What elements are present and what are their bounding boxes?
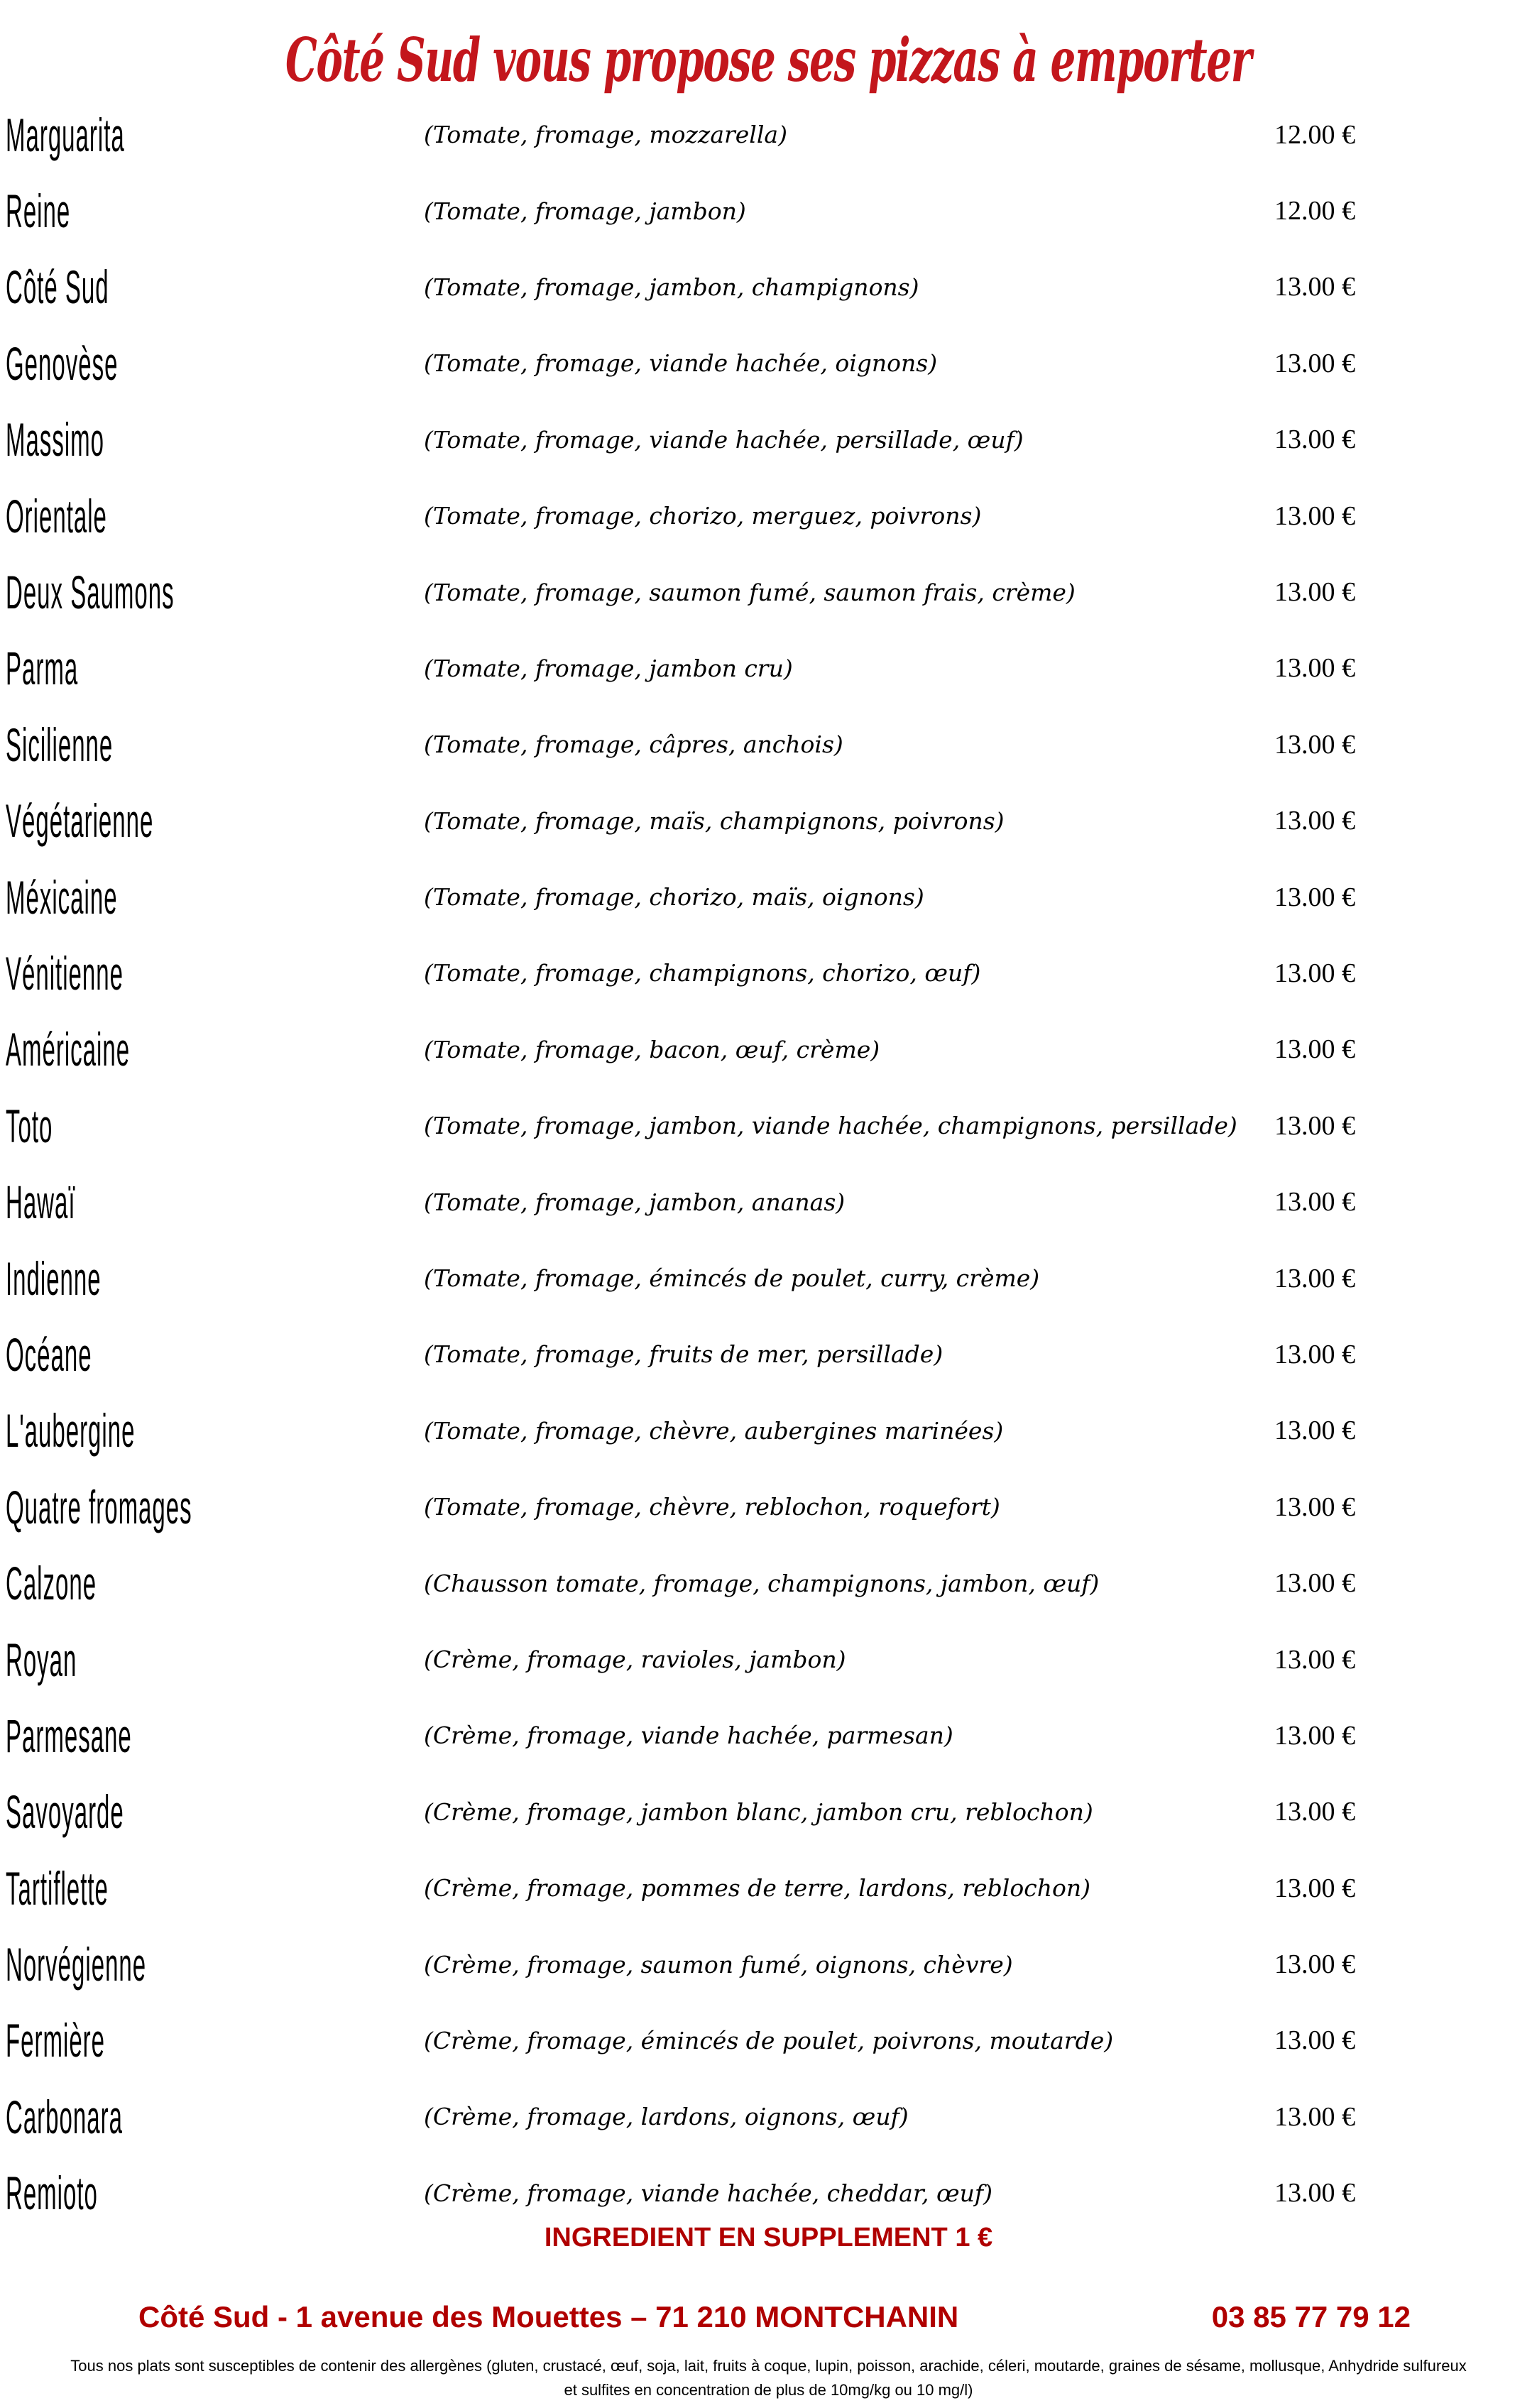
pizza-ingredients: (Tomate, fromage, champignons, chorizo, œuf) <box>424 959 981 987</box>
page-title <box>0 19 1537 101</box>
pizza-ingredients: (Crème, fromage, émincés de poulet, poivrons, moutarde) <box>424 2026 1114 2054</box>
pizza-price: 13.00 € <box>1274 1034 1355 1065</box>
pizza-name: Royan <box>6 1633 77 1686</box>
pizza-price: 13.00 € <box>1274 1339 1355 1369</box>
menu-item-row <box>6 2003 1531 2079</box>
pizza-name: Deux Saumons <box>6 566 175 619</box>
pizza-price: 13.00 € <box>1274 806 1355 836</box>
pizza-ingredients: (Crème, fromage, saumon fumé, oignons, chèvre) <box>424 1950 1013 1979</box>
pizza-ingredients: (Tomate, fromage, maïs, champignons, poivrons) <box>424 806 1005 835</box>
pizza-name: Parmesane <box>6 1709 132 1762</box>
pizza-price: 13.00 € <box>1274 577 1355 608</box>
pizza-ingredients: (Tomate, fromage, viande hachée, persillade, œuf) <box>424 425 1024 454</box>
pizza-price: 13.00 € <box>1274 1263 1355 1293</box>
pizza-price: 13.00 € <box>1274 425 1355 455</box>
menu-item-row <box>6 325 1531 401</box>
menu-item-row <box>6 1774 1531 1850</box>
pizza-price: 13.00 € <box>1274 958 1355 988</box>
pizza-ingredients: (Tomate, fromage, mozzarella) <box>424 121 787 149</box>
pizza-price: 13.00 € <box>1274 500 1355 531</box>
menu-item-row <box>6 1850 1531 1926</box>
pizza-price: 13.00 € <box>1274 2025 1355 2056</box>
pizza-name: Vénitienne <box>6 946 124 1000</box>
menu-item-row <box>6 249 1531 325</box>
pizza-ingredients: (Tomate, fromage, saumon fumé, saumon frais, crème) <box>424 578 1076 606</box>
pizza-price: 13.00 € <box>1274 1949 1355 1980</box>
menu-item-row <box>6 2079 1531 2155</box>
pizza-name: Orientale <box>6 489 107 542</box>
pizza-ingredients: (Tomate, fromage, émincés de poulet, curry, crème) <box>424 1264 1040 1293</box>
menu-item-row <box>6 2155 1531 2231</box>
pizza-name: Calzone <box>6 1557 97 1610</box>
menu-item-row <box>6 1469 1531 1545</box>
pizza-name: Américaine <box>6 1023 131 1076</box>
pizza-ingredients: (Crème, fromage, viande hachée, cheddar, œuf) <box>424 2179 992 2207</box>
allergen-note <box>0 2354 1537 2402</box>
pizza-ingredients: (Chausson tomate, fromage, champignons, jambon, œuf) <box>424 1569 1100 1597</box>
pizza-name: Tartiflette <box>6 1861 109 1915</box>
pizza-price: 13.00 € <box>1274 1492 1355 1522</box>
pizza-ingredients: (Tomate, fromage, chèvre, reblochon, roquefort) <box>424 1493 1000 1521</box>
menu-item-row <box>6 859 1531 935</box>
pizza-name: Méxicaine <box>6 870 118 924</box>
pizza-name: Parma <box>6 642 79 695</box>
menu-item-row <box>6 1164 1531 1239</box>
pizza-ingredients: (Tomate, fromage, bacon, œuf, crème) <box>424 1035 880 1063</box>
pizza-name: Remioto <box>6 2167 98 2220</box>
menu-item-row <box>6 97 1531 173</box>
pizza-name: Savoyarde <box>6 1785 124 1839</box>
pizza-ingredients: (Tomate, fromage, chorizo, merguez, poivrons) <box>424 502 982 530</box>
menu-item-row <box>6 706 1531 782</box>
menu-item-row <box>6 783 1531 859</box>
pizza-name: Quatre fromages <box>6 1480 192 1533</box>
page-title-text: Côté Sud vous propose ses pizzas à emporter <box>285 25 1252 96</box>
pizza-price: 12.00 € <box>1274 119 1355 150</box>
menu-item-row <box>6 1088 1531 1164</box>
pizza-name: Côté Sud <box>6 261 109 314</box>
pizza-ingredients: (Tomate, fromage, jambon, ananas) <box>424 1188 846 1216</box>
pizza-price: 13.00 € <box>1274 2101 1355 2132</box>
menu-item-row <box>6 1316 1531 1392</box>
menu-item-row <box>6 478 1531 554</box>
pizza-price: 13.00 € <box>1274 272 1355 302</box>
pizza-name: Carbonara <box>6 2090 123 2143</box>
menu-item-row <box>6 1393 1531 1469</box>
supplement-note: INGREDIENT EN SUPPLEMENT 1 € <box>544 2223 993 2253</box>
menu-item-row <box>6 1545 1531 1621</box>
menu-item-row <box>6 1621 1531 1697</box>
menu-item-row <box>6 554 1531 630</box>
pizza-ingredients: (Crème, fromage, lardons, oignons, œuf) <box>424 2103 909 2131</box>
menu-item-row <box>6 1012 1531 1088</box>
pizza-name: Marguarita <box>6 108 125 161</box>
pizza-price: 13.00 € <box>1274 1568 1355 1599</box>
pizza-ingredients: (Crème, fromage, viande hachée, parmesan) <box>424 1722 953 1750</box>
pizza-name: Sicilienne <box>6 718 114 771</box>
pizza-name: Fermière <box>6 2014 106 2067</box>
pizza-price: 13.00 € <box>1274 1797 1355 1827</box>
pizza-name: Indienne <box>6 1252 102 1305</box>
pizza-ingredients: (Tomate, fromage, fruits de mer, persillade) <box>424 1340 943 1369</box>
contact-row <box>138 2299 1411 2336</box>
pizza-ingredients: (Crème, fromage, jambon blanc, jambon cru, reblochon) <box>424 1797 1093 1826</box>
pizza-price: 13.00 € <box>1274 1873 1355 1903</box>
pizza-name: Reine <box>6 185 71 238</box>
pizza-price: 13.00 € <box>1274 729 1355 760</box>
restaurant-phone: 03 85 77 79 12 <box>1211 2300 1411 2333</box>
pizza-ingredients: (Tomate, fromage, viande hachée, oignons) <box>424 349 938 378</box>
pizza-price: 13.00 € <box>1274 348 1355 378</box>
pizza-ingredients: (Tomate, fromage, jambon cru) <box>424 654 793 682</box>
pizza-ingredients: (Tomate, fromage, jambon, champignons) <box>424 273 919 301</box>
pizza-price: 13.00 € <box>1274 1416 1355 1446</box>
pizza-name: Toto <box>6 1099 53 1152</box>
menu-item-row <box>6 1240 1531 1316</box>
pizza-price: 13.00 € <box>1274 1187 1355 1217</box>
menu-item-row <box>6 1926 1531 2002</box>
menu-list <box>6 97 1531 2231</box>
pizza-ingredients: (Tomate, fromage, chorizo, maïs, oignons) <box>424 883 924 912</box>
menu-item-row <box>6 1697 1531 1773</box>
pizza-ingredients: (Tomate, fromage, jambon, viande hachée, champignons, persillade) <box>424 1112 1237 1140</box>
pizza-name: Genovèse <box>6 336 119 390</box>
pizza-name: Hawaï <box>6 1176 76 1229</box>
pizza-price: 13.00 € <box>1274 1720 1355 1751</box>
allergen-note-line2: et sulfites en concentration de plus de 10mg/kg ou 10 mg/l) <box>564 2381 973 2399</box>
pizza-price: 13.00 € <box>1274 882 1355 912</box>
pizza-price: 13.00 € <box>1274 1110 1355 1141</box>
menu-item-row <box>6 402 1531 478</box>
pizza-ingredients: (Crème, fromage, pommes de terre, lardons, reblochon) <box>424 1874 1090 1903</box>
pizza-name: L'aubergine <box>6 1404 136 1457</box>
menu-item-row <box>6 935 1531 1011</box>
pizza-name: Massimo <box>6 413 105 466</box>
pizza-ingredients: (Tomate, fromage, chèvre, aubergines marinées) <box>424 1416 1004 1445</box>
pizza-name: Océane <box>6 1328 92 1381</box>
pizza-name: Végétarienne <box>6 794 154 848</box>
pizza-ingredients: (Tomate, fromage, câpres, anchois) <box>424 730 843 759</box>
pizza-price: 13.00 € <box>1274 653 1355 684</box>
restaurant-address: Côté Sud - 1 avenue des Mouettes – 71 210 MONTCHANIN <box>138 2300 959 2333</box>
pizza-price: 12.00 € <box>1274 196 1355 226</box>
pizza-ingredients: (Tomate, fromage, jambon) <box>424 197 746 225</box>
allergen-note-line1: Tous nos plats sont susceptibles de contenir des allergènes (gluten, crustacé, œuf, soja, lait, fruits à coque, lupin, poisson, arachide, céleri, moutarde, graines de sésame, mollusque, Anhydride sulfureux <box>70 2357 1467 2375</box>
pizza-name: Norvégienne <box>6 1938 147 1991</box>
menu-item-row <box>6 173 1531 248</box>
pizza-price: 13.00 € <box>1274 2178 1355 2209</box>
menu-item-row <box>6 630 1531 706</box>
pizza-price: 13.00 € <box>1274 1644 1355 1675</box>
pizza-ingredients: (Crème, fromage, ravioles, jambon) <box>424 1646 846 1673</box>
